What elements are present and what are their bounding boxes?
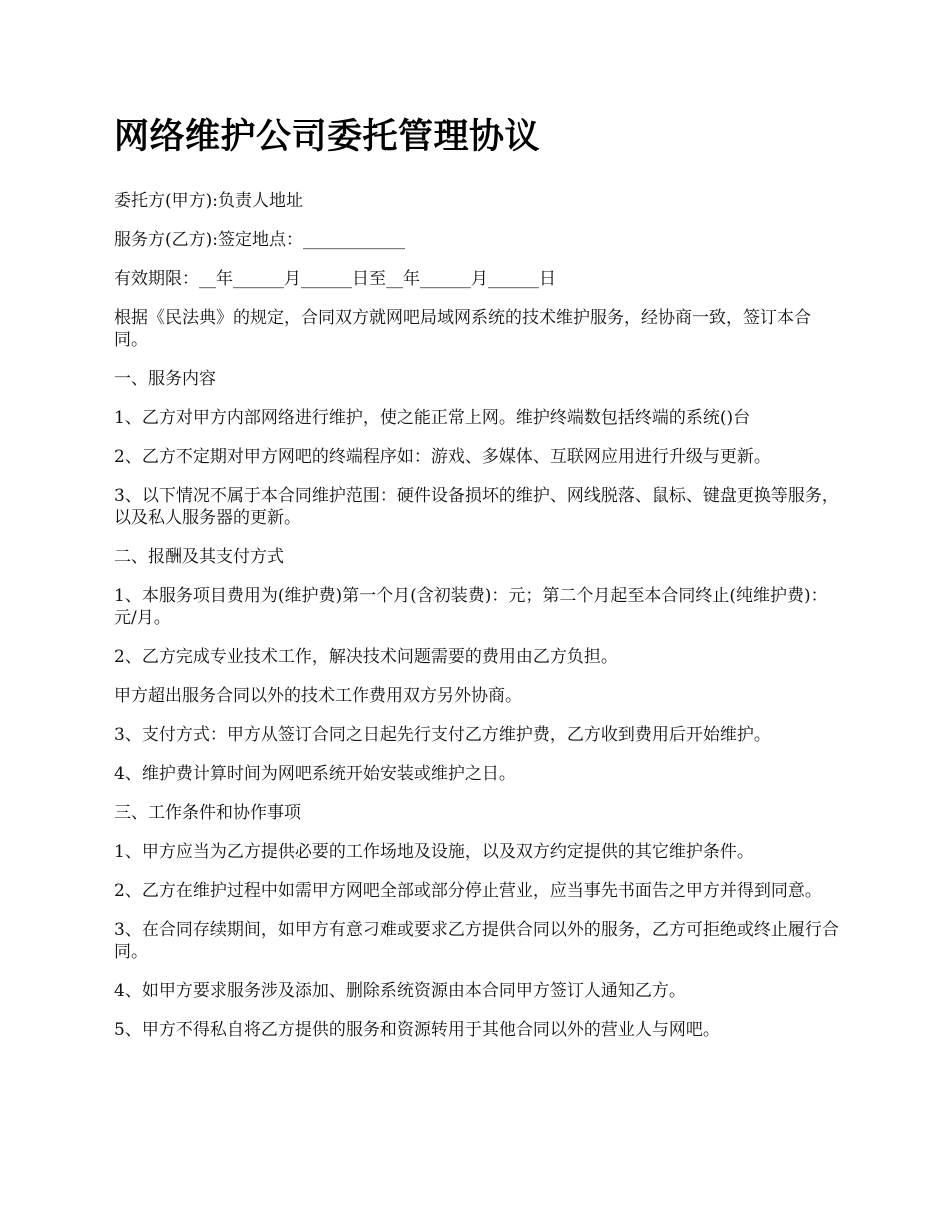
clause-paragraph: 2、乙方完成专业技术工作，解决技术问题需要的费用由乙方负担。	[114, 647, 618, 667]
party-b-line: 服务方(乙方):签定地点：____________	[114, 230, 405, 250]
clause-paragraph: 4、维护费计算时间为网吧系统开始安装或维护之日。	[114, 764, 516, 784]
page-title: 网络维护公司委托管理协议	[114, 116, 541, 157]
clause-paragraph: 3、以下情况不属于本合同维护范围：硬件设备损坏的维护、网线脱落、鼠标、键盘更换等服务，以及私人服务器的更新。	[114, 486, 839, 528]
section-heading-service: 一、服务内容	[114, 369, 216, 389]
party-a-line: 委托方(甲方):负责人地址	[114, 191, 303, 211]
validity-period-line: 有效期限：__年______月______日至__年______月______日	[114, 269, 556, 289]
clause-paragraph: 2、乙方在维护过程中如需甲方网吧全部或部分停止营业，应当事先书面告之甲方并得到同意。	[114, 881, 822, 901]
clause-paragraph: 5、甲方不得私自将乙方提供的服务和资源转用于其他合同以外的营业人与网吧。	[114, 1020, 720, 1040]
clause-paragraph: 3、在合同存续期间，如甲方有意刁难或要求乙方提供合同以外的服务，乙方可拒绝或终止履行合同。	[114, 920, 839, 962]
preamble-paragraph: 根据《民法典》的规定，合同双方就网吧局域网系统的技术维护服务，经协商一致，签订本合同。	[114, 308, 811, 350]
clause-paragraph: 1、本服务项目费用为(维护费)第一个月(含初装费)：元；第二个月起至本合同终止(纯维护费)：元/月。	[114, 586, 828, 628]
clause-paragraph: 3、支付方式：甲方从签订合同之日起先行支付乙方维护费，乙方收到费用后开始维护。	[114, 725, 771, 745]
clause-paragraph: 1、甲方应当为乙方提供必要的工作场地及设施，以及双方约定提供的其它维护条件。	[114, 842, 754, 862]
section-heading-conditions: 三、工作条件和协作事项	[114, 803, 301, 823]
clause-paragraph: 2、乙方不定期对甲方网吧的终端程序如：游戏、多媒体、互联网应用进行升级与更新。	[114, 447, 771, 467]
clause-paragraph: 甲方超出服务合同以外的技术工作费用双方另外协商。	[114, 686, 522, 706]
section-heading-payment: 二、报酬及其支付方式	[114, 547, 284, 567]
clause-paragraph: 4、如甲方要求服务涉及添加、删除系统资源由本合同甲方签订人通知乙方。	[114, 981, 686, 1001]
document-body	[114, 112, 840, 1058]
clause-paragraph: 1、乙方对甲方内部网络进行维护，使之能正常上网。维护终端数包括终端的系统()台	[114, 408, 751, 428]
